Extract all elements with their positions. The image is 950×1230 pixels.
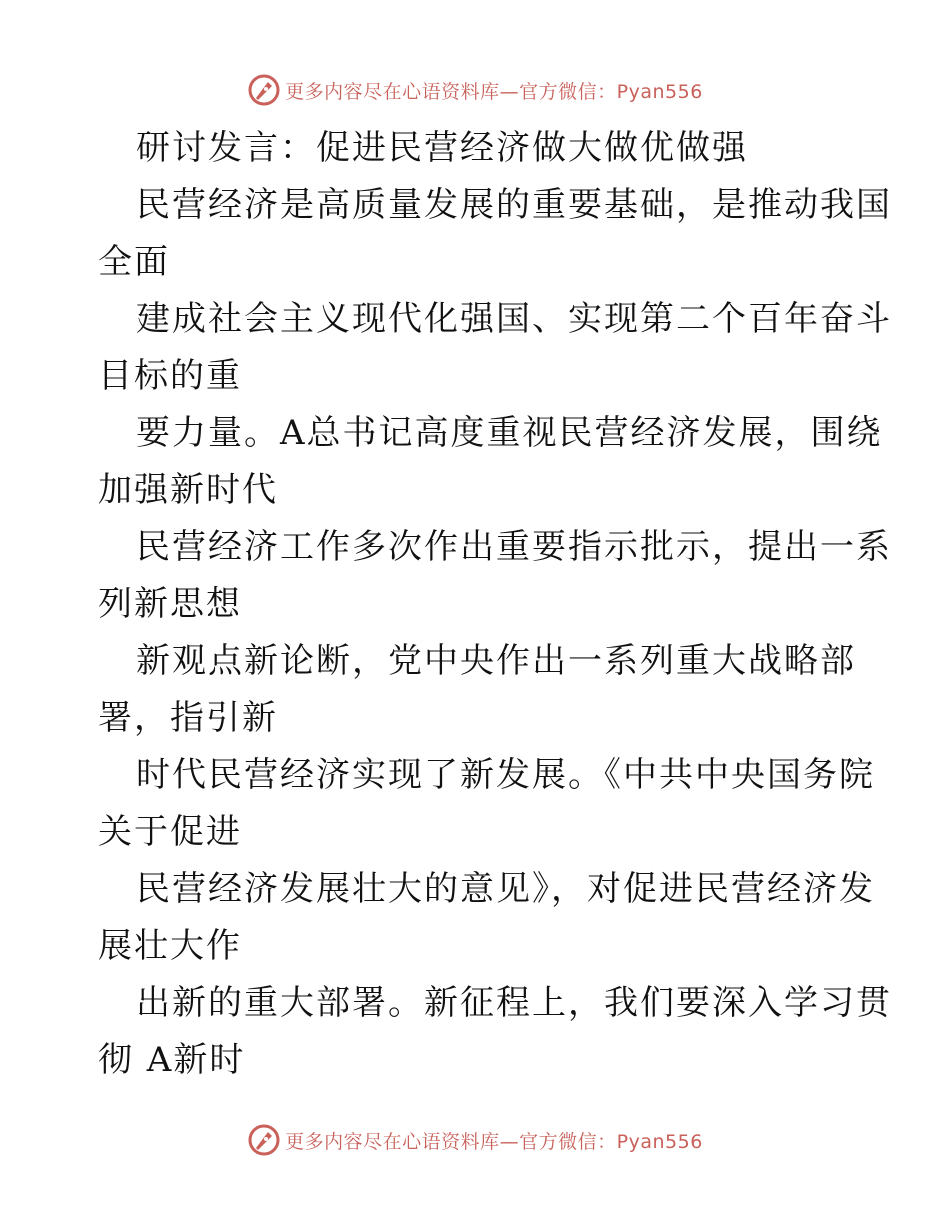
footer-banner-text: 更多内容尽在心语资料库—官方微信：Pyan556 [285, 1130, 703, 1153]
paragraph-line: 加强新时代 [98, 470, 278, 510]
paragraph-line: 展壮大作 [98, 926, 242, 966]
paragraph-line: 关于促进 [98, 812, 242, 852]
paragraph-line: 列新思想 [98, 584, 242, 624]
paragraph-line: 民营经济发展壮大的意见》，对促进民营经济发 [136, 869, 875, 909]
document-body [98, 120, 892, 1089]
paragraph-line: 民营经济工作多次作出重要指示批示，提出一系 [136, 527, 892, 567]
paragraph-line: 民营经济是高质量发展的重要基础，是推动我国 [136, 185, 892, 225]
paragraph-line: 要力量。A总书记高度重视民营经济发展，围绕 [136, 413, 883, 453]
paragraph-line: 署，指引新 [98, 698, 278, 738]
paragraph-line: 新观点新论断，党中央作出一系列重大战略部 [136, 641, 856, 681]
document-title: 研讨发言：促进民营经济做大做优做强 [136, 128, 748, 168]
header-banner-text: 更多内容尽在心语资料库—官方微信：Pyan556 [285, 80, 703, 103]
pen-nib-logo-icon [247, 73, 281, 107]
paragraph-line: 建成社会主义现代化强国、实现第二个百年奋斗 [136, 299, 892, 339]
paragraph-line: 彻 A新时 [98, 1040, 246, 1080]
paragraph-line: 目标的重 [98, 356, 242, 396]
footer-banner [0, 1118, 950, 1162]
paragraph-line: 时代民营经济实现了新发展。《中共中央国务院 [136, 755, 875, 795]
paragraph-line: 全面 [98, 242, 170, 282]
pen-nib-logo-icon [247, 1123, 281, 1157]
header-banner [0, 68, 950, 112]
paragraph-line: 出新的重大部署。新征程上，我们要深入学习贯 [136, 983, 892, 1023]
